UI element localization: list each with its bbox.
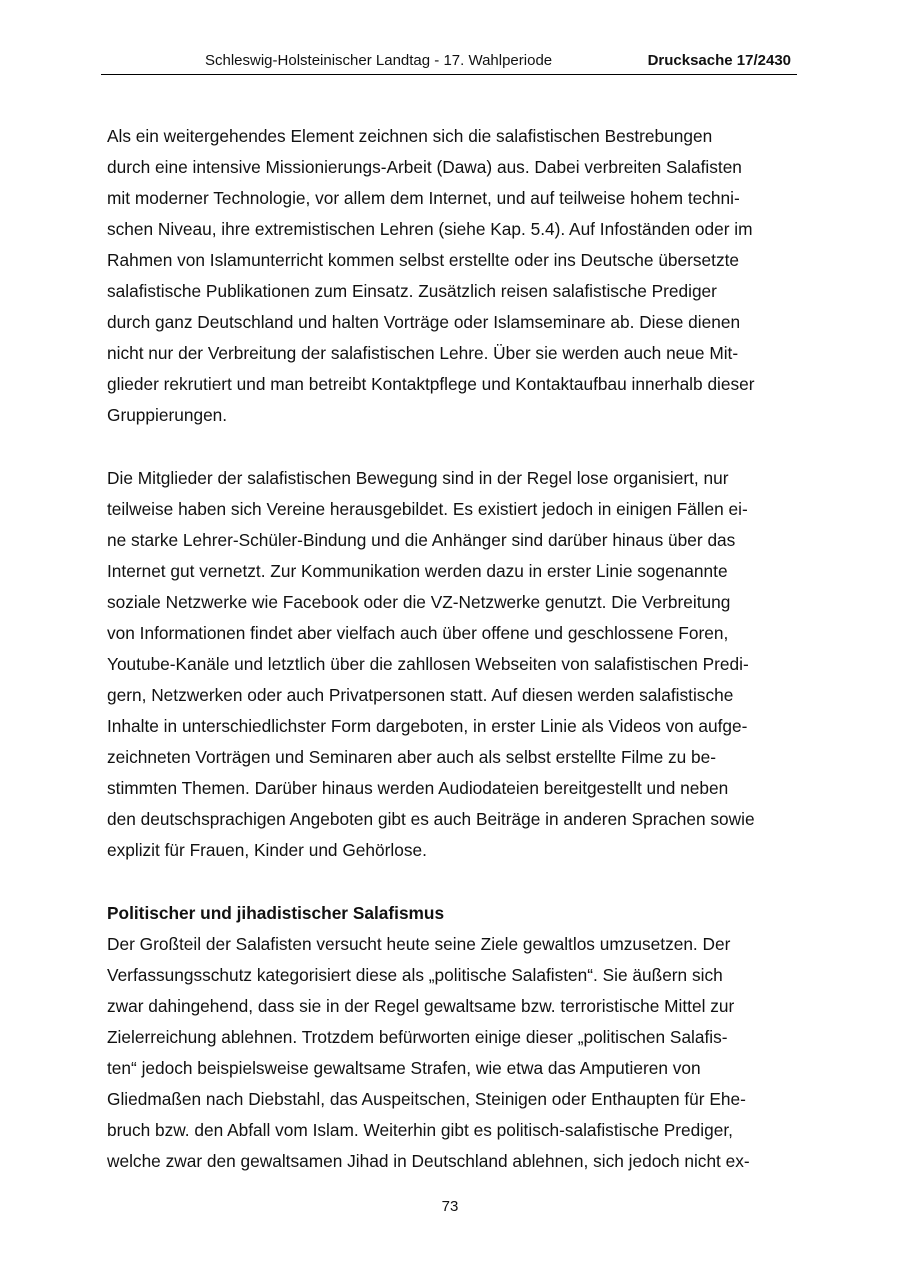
paragraph-line: stimmten Themen. Darüber hinaus werden Audiodateien bereitgestellt und neben [107,778,729,798]
paragraph-line: ten“ jedoch beispielsweise gewaltsame Strafen, wie etwa das Amputieren von [107,1058,701,1078]
paragraph-line: durch eine intensive Missionierungs-Arbeit (Dawa) aus. Dabei verbreiten Salafisten [107,157,742,177]
paragraph-line: zeichneten Vorträgen und Seminaren aber auch als selbst erstellte Filme zu be- [107,747,717,767]
paragraph-line: Die Mitglieder der salafistischen Bewegung sind in der Regel lose organisiert, nur [107,468,729,488]
paragraph-line: teilweise haben sich Vereine herausgebildet. Es existiert jedoch in einigen Fällen ei- [107,499,748,519]
paragraph-line: bruch bzw. den Abfall vom Islam. Weiterhin gibt es politisch-salafistische Prediger, [107,1120,733,1140]
paragraph-line: Gliedmaßen nach Diebstahl, das Auspeitschen, Steinigen oder Enthaupten für Ehe- [107,1089,746,1109]
paragraph-line: Verfassungsschutz kategorisiert diese als „politische Salafisten“. Sie äußern sich [107,965,723,985]
paragraph-line: Youtube-Kanäle und letztlich über die zahllosen Webseiten von salafistischen Predi- [107,654,749,674]
paragraph-line: zwar dahingehend, dass sie in der Regel gewaltsame bzw. terroristische Mittel zur [107,996,735,1016]
paragraph-line: Inhalte in unterschiedlichster Form dargeboten, in erster Linie als Videos von aufge- [107,716,748,736]
paragraph-line: Rahmen von Islamunterricht kommen selbst erstellte oder ins Deutsche übersetzte [107,250,740,270]
paragraph-line: explizit für Frauen, Kinder und Gehörlose. [107,840,427,860]
paragraph-line: mit moderner Technologie, vor allem dem Internet, und auf teilweise hohem techni- [107,188,740,208]
paragraph-line: Internet gut vernetzt. Zur Kommunikation werden dazu in erster Linie sogenannte [107,561,728,581]
paragraph-line: nicht nur der Verbreitung der salafistischen Lehre. Über sie werden auch neue Mit- [107,343,739,363]
section-heading: Politischer und jihadistischer Salafismus [107,903,445,923]
header-title: Schleswig-Holsteinischer Landtag - 17. Wahlperiode [205,52,553,69]
paragraph-line: von Informationen findet aber vielfach auch über offene und geschlossene Foren, [107,623,729,643]
paragraph-line: ne starke Lehrer-Schüler-Bindung und die Anhänger sind darüber hinaus über das [107,530,736,550]
paragraph-line: Gruppierungen. [107,405,228,425]
paragraph-line: schen Niveau, ihre extremistischen Lehren (siehe Kap. 5.4). Auf Infoständen oder im [107,219,753,239]
paragraph-line: welche zwar den gewaltsamen Jihad in Deutschland ablehnen, sich jedoch nicht ex- [107,1151,750,1171]
paragraph-line: durch ganz Deutschland und halten Vorträge oder Islamseminare ab. Diese dienen [107,312,741,332]
page-header [101,52,797,75]
paragraph-line: soziale Netzwerke wie Facebook oder die VZ-Netzwerke genutzt. Die Verbreitung [107,592,731,612]
paragraph-line: den deutschsprachigen Angeboten gibt es auch Beiträge in anderen Sprachen sowie [107,809,755,829]
paragraph-line: Der Großteil der Salafisten versucht heute seine Ziele gewaltlos umzusetzen. Der [107,934,731,954]
paragraph-line: glieder rekrutiert und man betreibt Kontaktpflege und Kontaktaufbau innerhalb dieser [107,374,755,394]
page-number: 73 [441,1198,459,1215]
paragraph-line: Als ein weitergehendes Element zeichnen sich die salafistischen Bestrebungen [107,126,713,146]
paragraph-line: salafistische Publikationen zum Einsatz. Zusätzlich reisen salafistische Prediger [107,281,717,301]
paragraph-line: Zielerreichung ablehnen. Trotzdem befürworten einige dieser „politischen Salafis- [107,1027,728,1047]
header-document-number: Drucksache 17/2430 [647,52,791,69]
paragraph-line: gern, Netzwerken oder auch Privatpersonen statt. Auf diesen werden salafistische [107,685,734,705]
